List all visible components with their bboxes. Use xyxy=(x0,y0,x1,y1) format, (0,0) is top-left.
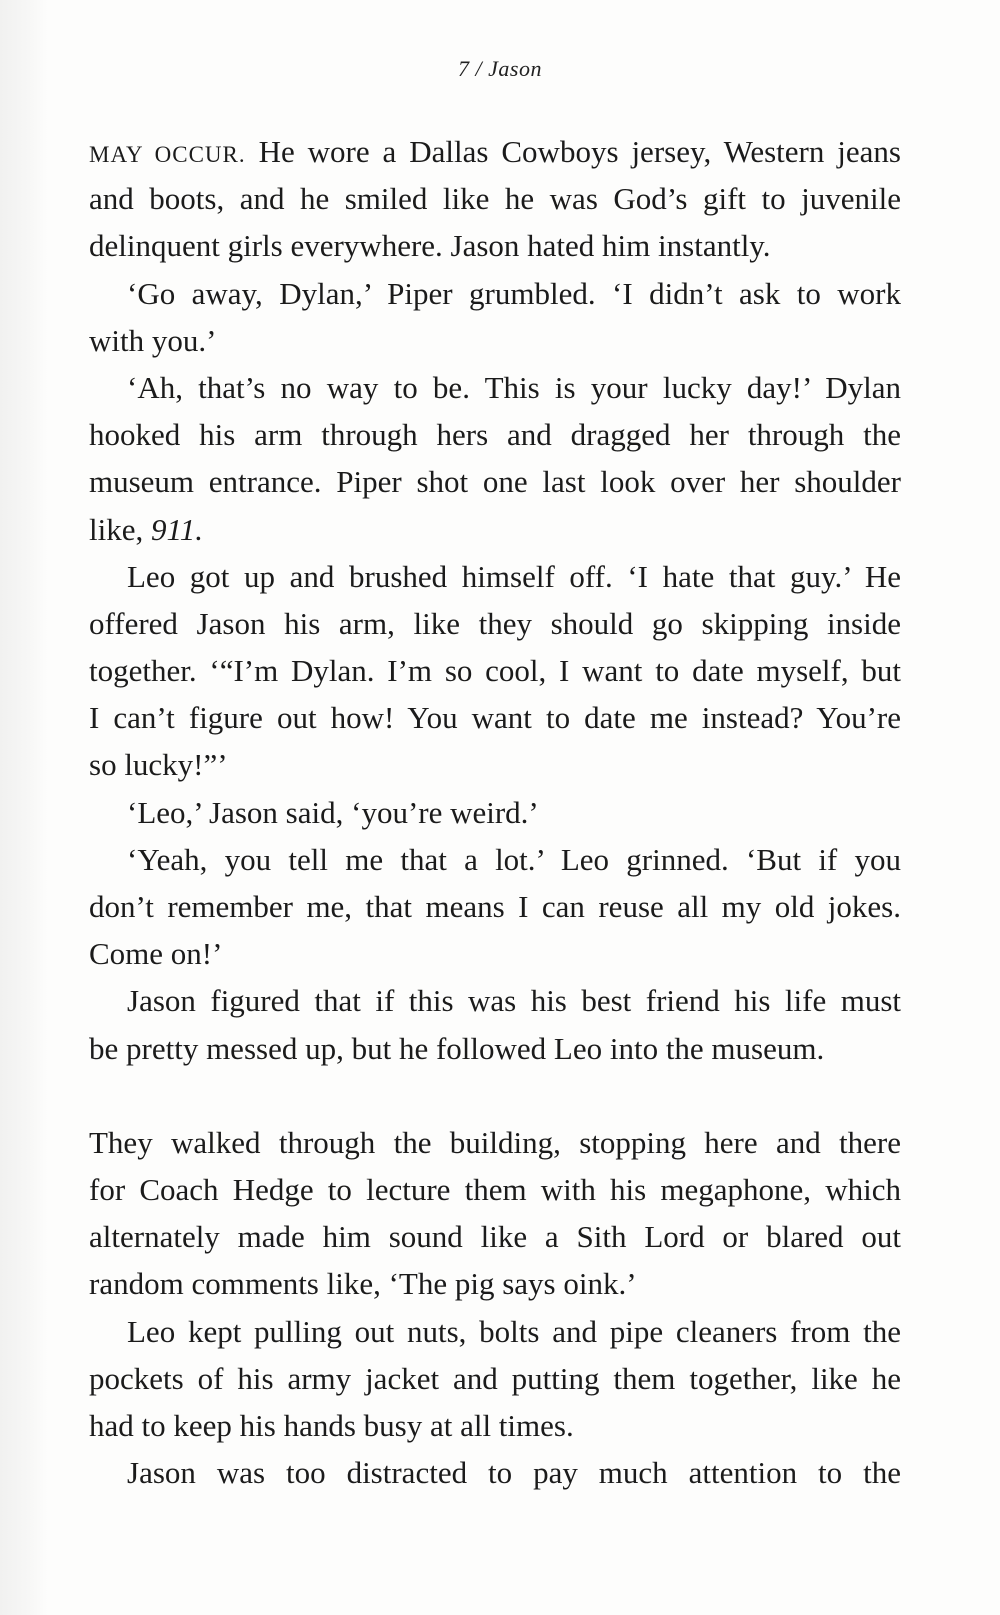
text-line: They walked through the building, stopping here and there xyxy=(89,1124,901,1160)
text-line: Jason figured that if this was his best friend his life must xyxy=(127,983,901,1019)
paragraph xyxy=(89,836,901,978)
text-line: random comments like, ‘The pig says oink.’ xyxy=(89,1266,637,1302)
text-line: Leo kept pulling out nuts, bolts and pipe cleaners from the xyxy=(127,1313,901,1349)
paragraph xyxy=(89,1119,901,1308)
text-line: Jason was too distracted to pay much attention to the xyxy=(127,1455,901,1491)
italic-text: 911. xyxy=(151,511,203,547)
text-line: I can’t figure out how! You want to date me instead? You’re xyxy=(89,700,901,736)
small-caps-lead: MAY OCCUR. xyxy=(89,142,246,167)
paragraph xyxy=(89,789,901,836)
paragraph xyxy=(89,270,901,364)
text-line: offered Jason his arm, like they should go skipping inside xyxy=(89,605,901,641)
text-line: ‘Leo,’ Jason said, ‘you’re weird.’ xyxy=(127,794,539,830)
text-line: and boots, and he smiled like he was God’s gift to juvenile xyxy=(89,181,901,217)
paragraph xyxy=(89,364,901,553)
text-line: don’t remember me, that means I can reuse all my old jokes. xyxy=(89,889,901,924)
paragraph xyxy=(89,977,901,1071)
page-gutter-shadow xyxy=(0,0,48,1615)
text-line: Leo got up and brushed himself off. ‘I hate that guy.’ He xyxy=(127,558,901,594)
text-line: with you.’ xyxy=(89,322,217,358)
paragraph xyxy=(89,1449,901,1496)
running-head: 7 / Jason xyxy=(458,56,542,81)
text-line: Come on!’ xyxy=(89,936,223,972)
text-line: hooked his arm through hers and dragged her through the xyxy=(89,417,901,453)
text-line: ‘Ah, that’s no way to be. This is your lucky day!’ Dylan xyxy=(127,369,901,405)
text-line: had to keep his hands busy at all times. xyxy=(89,1407,574,1443)
text-line: MAY OCCUR. He wore a Dallas Cowboys jersey, Western jeans xyxy=(89,134,901,169)
text-line: ‘Go away, Dylan,’ Piper grumbled. ‘I didn’t ask to work xyxy=(127,275,901,311)
text-line: museum entrance. Piper shot one last look over her shoulder xyxy=(89,464,901,500)
text-line: be pretty messed up, but he followed Leo into the museum. xyxy=(89,1030,825,1066)
text-line: together. ‘“I’m Dylan. I’m so cool, I want to date myself, but xyxy=(89,653,901,689)
text-line: pockets of his army jacket and putting them together, like he xyxy=(89,1360,901,1396)
text-line: delinquent girls everywhere. Jason hated him instantly. xyxy=(89,228,771,264)
paragraph xyxy=(89,553,901,789)
text-line: like, 911. xyxy=(89,511,203,547)
paragraph xyxy=(89,1308,901,1450)
text-line: for Coach Hedge to lecture them with his megaphone, which xyxy=(89,1171,901,1207)
section-break xyxy=(89,1072,901,1119)
text-line: ‘Yeah, you tell me that a lot.’ Leo grinned. ‘But if you xyxy=(127,841,901,877)
text-line: so lucky!”’ xyxy=(89,747,228,783)
paragraph xyxy=(89,128,901,270)
text-line: alternately made him sound like a Sith Lord or blared out xyxy=(89,1219,901,1255)
body-text xyxy=(89,128,901,1496)
